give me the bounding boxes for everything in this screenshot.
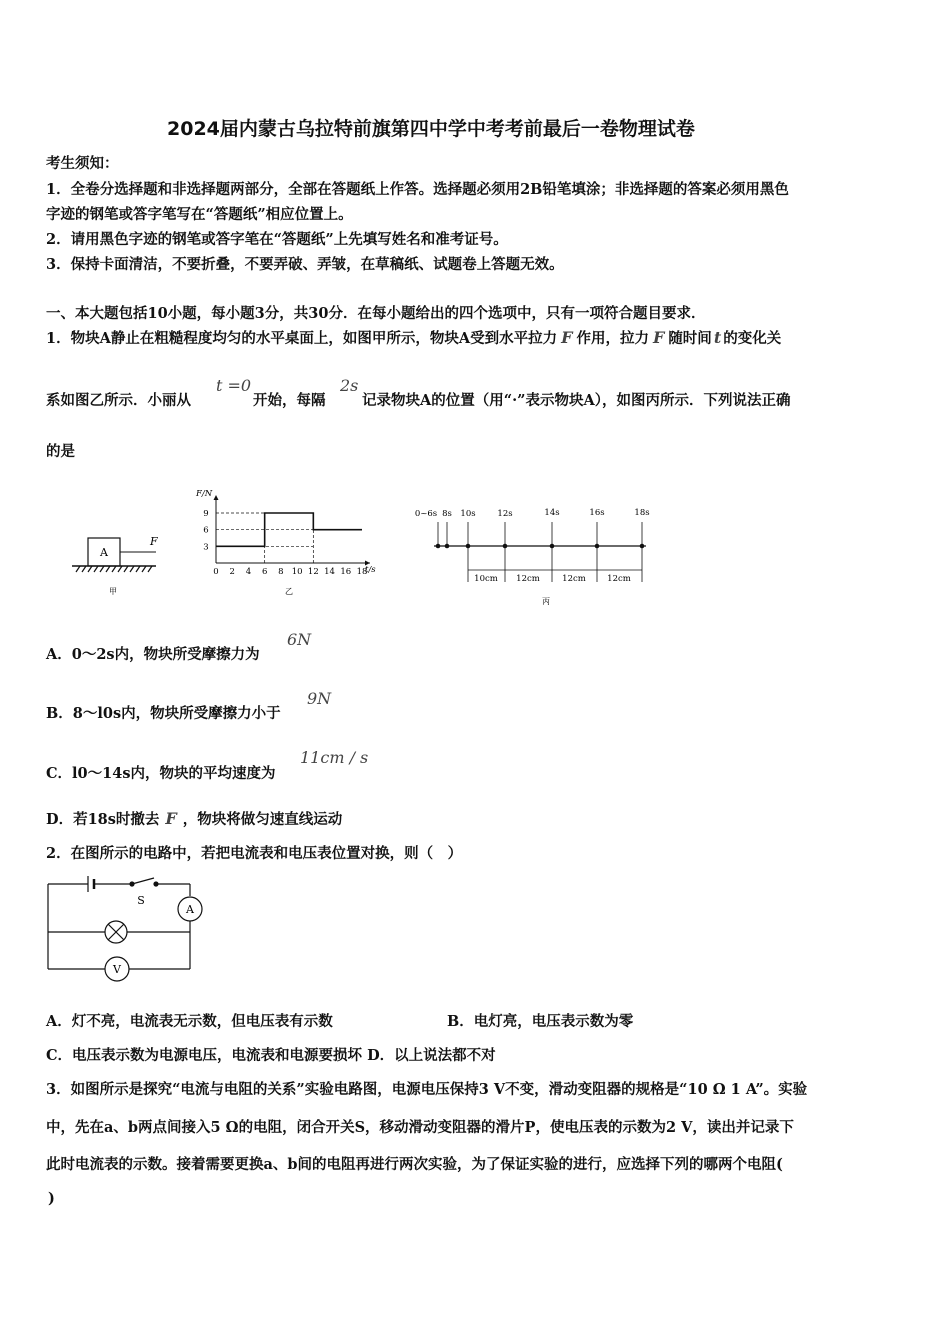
q1-option-a: A．0～2s内，物块所受摩擦力为 (46, 646, 260, 663)
voltmeter-label: V (113, 963, 121, 976)
q1-option-c-value: 11cm / s (300, 748, 369, 767)
caption-yi: 乙 (285, 587, 293, 596)
bing-time-label: 16s (589, 508, 605, 518)
q1-t0: t =0 (216, 376, 252, 395)
notice-item-3: 3．保持卡面清洁，不要折叠，不要弄破、弄皱，在草稿纸、试题卷上答题无效。 (46, 256, 564, 273)
bing-guides (438, 522, 642, 582)
q1-option-c: C．l0～14s内，物块的平均速度为 (46, 765, 276, 782)
notice-item-2: 2．请用黑色字迹的钢笔或答字笔在“答题纸”上先填写姓名和准考证号。 (46, 231, 508, 248)
chart-x-tick-label: 6 (261, 567, 268, 577)
chart-y-tick-label: 6 (203, 525, 209, 536)
chart-x-tick-label: 2 (229, 567, 235, 577)
chart-y-tick-label: 9 (203, 509, 209, 519)
section-heading: 一、本大题包括10小题，每小题3分，共30分．在每小题给出的四个选项中，只有一项符合题目要求． (46, 305, 706, 322)
bing-time-label: 18s (634, 508, 650, 518)
q2-stem: 2．在图所示的电路中，若把电流表和电压表位置对换，则（ ） (46, 845, 463, 862)
chart-ylabel: F/N (196, 489, 213, 499)
chart-x-tick-label: 18 (356, 567, 368, 577)
bing-time-label: 8s (442, 509, 452, 519)
caption-jia: 甲 (109, 587, 117, 596)
q1-option-a-value: 6N (287, 630, 312, 649)
q2-circuit (40, 868, 215, 986)
switch-lever (132, 878, 154, 884)
q1-line1: 1．物块A静止在粗糙程度均匀的水平桌面上，如图甲所示，物块A受到水平拉力 F 作用，拉力 F 随时间 t 的变化关 (46, 328, 782, 347)
figure-yi-chart (192, 485, 392, 600)
q1-option-b: B．8～l0s内，物块所受摩擦力小于 (46, 705, 281, 722)
q3-line4: ) (48, 1190, 55, 1207)
bing-distance-labels (474, 574, 631, 584)
figure-jia (70, 525, 170, 600)
bing-time-label: 12s (497, 509, 513, 519)
q1-line2a: 系如图乙所示．小丽从 (46, 392, 191, 409)
caption-bing: 丙 (542, 597, 550, 606)
chart-y-tick-label: 3 (203, 542, 209, 553)
q3-line3: 此时电流表的示数。接着需要更换a、b间的电阻再进行两次实验，为了保证实验的进行，应选择下列的哪两个电阻( (46, 1156, 783, 1173)
chart-x-tick-label: 10 (291, 567, 303, 577)
bing-time-label: 10s (460, 509, 476, 519)
switch-label: S (137, 894, 145, 907)
q2-option-a: A．灯不亮，电流表无示数，但电压表有示数 (46, 1013, 333, 1030)
chart-y-arrow (214, 495, 219, 500)
bing-time-label: 0~6s (414, 509, 438, 519)
bing-time-label: 14s (544, 508, 560, 518)
notice-heading: 考生须知： (46, 155, 119, 172)
chart-x-tick-label: 12 (307, 567, 319, 577)
q1-line3: 的是 (46, 443, 75, 460)
chart-x-tick-label: 14 (324, 567, 335, 577)
q1-option-b-value: 9N (307, 689, 332, 708)
bing-distance-label: 12cm (607, 574, 631, 584)
chart-plot (203, 495, 370, 577)
notice-item-1b: 字迹的钢笔或答字笔写在“答题纸”相应位置上。 (46, 206, 353, 223)
bing-distance-label: 12cm (562, 574, 586, 584)
q1-line2c: 记录物块A的位置（用“·”表示物块A），如图丙所示．下列说法正确 (362, 392, 791, 409)
bing-time-labels (415, 508, 650, 519)
chart-x-tick-label: 0 (213, 567, 219, 577)
force-label: F (150, 535, 158, 548)
q3-line1: 3．如图所示是探究“电流与电阻的关系”实验电路图，电源电压保持3 V不变，滑动变阻器的规格是“10 Ω 1 A”。实验 (46, 1081, 808, 1098)
page-title: 2024届内蒙古乌拉特前旗第四中学中考考前最后一卷物理试卷 (167, 118, 695, 140)
chart-xlabel: t/s (365, 565, 376, 575)
notice-item-1a: 1．全卷分选择题和非选择题两部分，全部在答题纸上作答。选择题必须用2B铅笔填涂；非选择题的答案必须用黑色 (46, 181, 789, 198)
ammeter-label: A (186, 903, 194, 916)
figure-bing (410, 500, 660, 612)
bing-distance-label: 12cm (516, 574, 540, 584)
q1-line2b: 开始，每隔 (253, 392, 326, 409)
q3-line2: 中，先在a、b两点间接入5 Ω的电阻，闭合开关S，移动滑动变阻器的滑片P，使电压表的示数为2 V，读出并记录下 (46, 1119, 794, 1136)
chart-x-tick-label: 4 (245, 567, 252, 577)
chart-x-tick-label: 8 (278, 567, 284, 577)
table-hatch (76, 566, 152, 572)
q2-option-cd: C．电压表示数为电源电压，电流表和电源要损坏 D．以上说法都不对 (46, 1047, 496, 1064)
bing-distance-label: 10cm (474, 574, 498, 584)
q1-2s: 2s (340, 376, 359, 395)
block-a-label: A (100, 546, 108, 559)
chart-x-tick-label: 16 (340, 567, 352, 577)
q1-option-d: D．若18s时撤去 F ，物块将做匀速直线运动 (46, 809, 343, 828)
q2-option-b: B．电灯亮，电压表示数为零 (447, 1013, 634, 1030)
